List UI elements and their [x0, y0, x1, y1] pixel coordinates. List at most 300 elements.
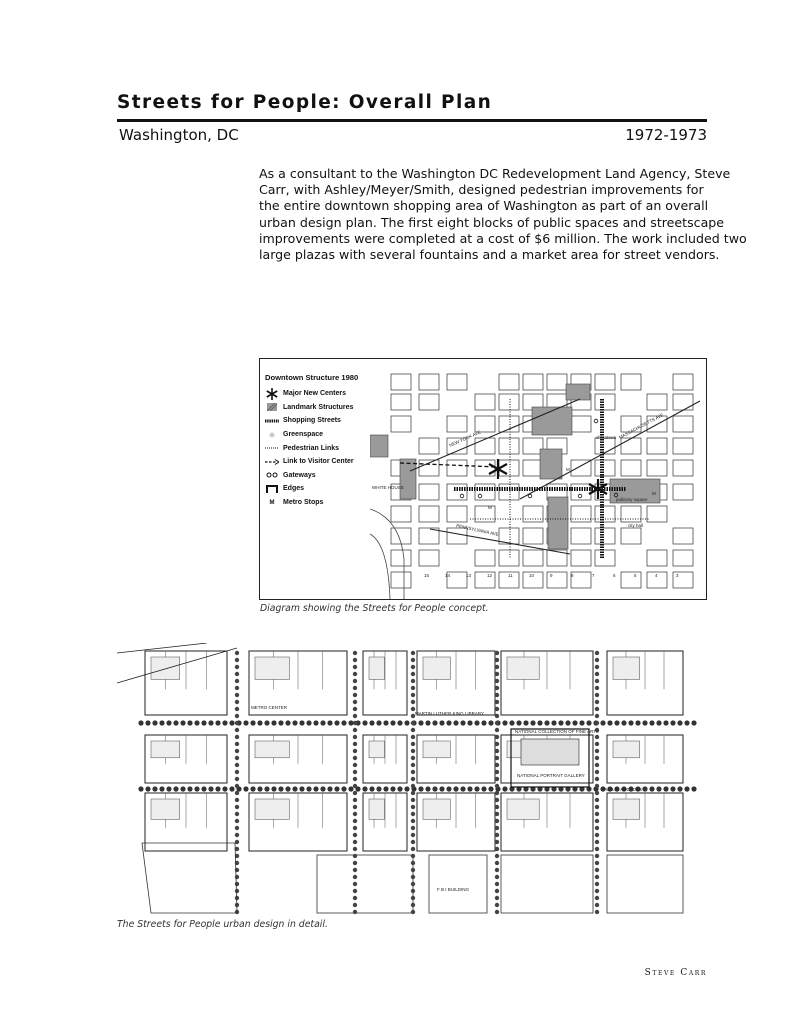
street-tree: [215, 720, 220, 725]
street-tree: [446, 786, 451, 791]
street-tree: [495, 651, 499, 655]
street-tree: [495, 889, 499, 893]
street-tree: [235, 812, 239, 816]
street-tree: [411, 833, 415, 837]
street-number: 5: [634, 573, 637, 578]
street-tree: [495, 791, 499, 795]
legend-label: Landmark Structures: [283, 403, 354, 411]
city-block: [621, 528, 641, 544]
urban-design-detail-plan: [117, 643, 707, 916]
city-block: [523, 550, 543, 566]
city-block: [647, 438, 667, 454]
street-tree: [488, 720, 493, 725]
street-tree: [595, 805, 599, 809]
street-tree: [353, 749, 357, 753]
street-tree: [595, 749, 599, 753]
street-tree: [353, 763, 357, 767]
downtown-structure-diagram: [259, 358, 707, 600]
street-tree: [299, 720, 304, 725]
plan-label-public-arcades: PUBLIC ARCADES: [603, 787, 643, 792]
street-number: 3: [676, 573, 679, 578]
city-block: [499, 374, 519, 390]
street-tree: [404, 720, 409, 725]
street-tree: [353, 896, 357, 900]
description-line: improvements were completed at a cost of $6 million. The work included two: [259, 230, 747, 246]
light-dot-icon: [265, 430, 279, 440]
legend-label: Edges: [283, 485, 305, 493]
street-tree: [235, 721, 239, 725]
street-tree: [353, 875, 357, 879]
street-tree: [502, 786, 507, 791]
street-tree: [595, 770, 599, 774]
map-label-chinatown: chinatown: [596, 435, 617, 440]
street-tree: [353, 742, 357, 746]
street-tree: [411, 805, 415, 809]
street-tree: [411, 882, 415, 886]
street-tree: [145, 786, 150, 791]
building-footprint: [613, 799, 640, 819]
street-tree: [334, 786, 339, 791]
street-tree: [138, 720, 143, 725]
street-tree: [320, 786, 325, 791]
street-tree: [390, 720, 395, 725]
street-tree: [495, 749, 499, 753]
street-tree: [495, 693, 499, 697]
courtyard-pattern: [521, 739, 579, 765]
city-block: [571, 506, 591, 522]
street-tree: [595, 903, 599, 907]
city-block: [647, 460, 667, 476]
street-tree: [595, 742, 599, 746]
city-block: [475, 484, 495, 500]
street-tree: [235, 693, 239, 697]
street-tree: [411, 875, 415, 879]
city-block: [595, 460, 615, 476]
legend-item: [265, 496, 373, 510]
street-tree: [250, 786, 255, 791]
legend-label: Metro Stops: [283, 499, 324, 507]
street-tree: [353, 812, 357, 816]
street-tree: [495, 847, 499, 851]
bracket-icon: [265, 484, 279, 494]
city-block: [447, 416, 467, 432]
street-tree: [353, 903, 357, 907]
street-tree: [353, 665, 357, 669]
street-tree: [235, 819, 239, 823]
city-block: [571, 572, 591, 588]
city-block: [447, 460, 467, 476]
city-block: [475, 550, 495, 566]
street-tree: [495, 728, 499, 732]
building-footprint: [151, 799, 180, 819]
street-tree: [411, 721, 415, 725]
street-tree: [595, 833, 599, 837]
double-circle-icon: [265, 470, 279, 480]
plan-label-fbi-building: F B I BUILDING: [437, 887, 470, 892]
street-tree: [595, 826, 599, 830]
street-tree: [285, 786, 290, 791]
street-tree: [642, 786, 647, 791]
street-tree: [656, 786, 661, 791]
street-tree: [595, 854, 599, 858]
street-tree: [235, 728, 239, 732]
street-tree: [353, 679, 357, 683]
legend-label: Shopping Streets: [283, 417, 341, 425]
street-tree: [551, 720, 556, 725]
street-tree: [222, 786, 227, 791]
city-block: [391, 550, 411, 566]
street-tree: [397, 720, 402, 725]
street-tree: [235, 791, 239, 795]
street-tree: [235, 749, 239, 753]
street-tree: [411, 728, 415, 732]
street-tree: [353, 784, 357, 788]
metro-stop-label: M: [652, 491, 656, 496]
street-number: 8: [571, 573, 574, 578]
street-tree: [495, 854, 499, 858]
legend-title: Downtown Structure 1980: [265, 373, 359, 382]
street-tree: [215, 786, 220, 791]
map-label-white-house: WHITE HOUSE: [372, 485, 404, 490]
street-tree: [411, 763, 415, 767]
dotted-line-icon: [265, 443, 279, 453]
description-line: As a consultant to the Washington DC Redevelopment Land Agency, Steve: [259, 166, 731, 181]
street-tree: [595, 665, 599, 669]
street-tree: [229, 786, 234, 791]
street-tree: [495, 658, 499, 662]
legend-label: Major New Centers: [283, 390, 347, 398]
street-tree: [348, 786, 353, 791]
plan-label-metro-center: METRO CENTER: [251, 705, 287, 710]
street-tree: [222, 720, 227, 725]
street-tree: [235, 875, 239, 879]
project-description: [259, 166, 747, 263]
street-tree: [411, 910, 415, 914]
legend-item: [265, 482, 373, 496]
street-tree: [235, 756, 239, 760]
street-tree: [235, 714, 239, 718]
street-tree: [595, 861, 599, 865]
street-tree: [411, 840, 415, 844]
street-tree: [411, 749, 415, 753]
street-tree: [495, 742, 499, 746]
street-tree: [595, 714, 599, 718]
page-title: Streets for People: Overall Plan: [117, 92, 493, 113]
street-tree: [257, 720, 262, 725]
building-footprint: [423, 741, 450, 758]
building-footprint: [613, 741, 640, 758]
description-line: large plazas with several fountains and a market area for street vendors.: [259, 247, 720, 263]
street-tree: [467, 786, 472, 791]
city-block: [391, 394, 411, 410]
street-tree: [495, 910, 499, 914]
street-tree: [404, 786, 409, 791]
building-footprint: [151, 741, 180, 758]
street-tree: [495, 777, 499, 781]
street-tree: [152, 786, 157, 791]
street-tree: [595, 819, 599, 823]
street-tree: [411, 868, 415, 872]
street-tree: [595, 679, 599, 683]
street-number: 13: [466, 573, 472, 578]
street-tree: [467, 720, 472, 725]
street-tree: [595, 707, 599, 711]
city-block: [595, 374, 615, 390]
street-tree: [474, 786, 479, 791]
street-tree: [383, 720, 388, 725]
street-tree: [362, 786, 367, 791]
map-label-pennsylvania-ave: PENNSYLVANIA AVE: [455, 523, 500, 537]
street-tree: [187, 786, 192, 791]
street-tree: [271, 786, 276, 791]
street-tree: [595, 693, 599, 697]
street-tree: [299, 786, 304, 791]
street-tree: [208, 720, 213, 725]
street-tree: [595, 735, 599, 739]
street-tree: [353, 791, 357, 795]
city-block: [475, 394, 495, 410]
street-tree: [495, 721, 499, 725]
detail-block: [607, 855, 683, 913]
street-tree: [235, 686, 239, 690]
street-tree: [187, 720, 192, 725]
author-footer: [645, 968, 707, 978]
street-tree: [173, 720, 178, 725]
street-tree: [474, 720, 479, 725]
street-tree: [600, 720, 605, 725]
street-tree: [572, 720, 577, 725]
street-tree: [411, 889, 415, 893]
street-tree: [235, 658, 239, 662]
street-tree: [313, 720, 318, 725]
legend-item: [265, 387, 373, 401]
city-block: [419, 374, 439, 390]
street-tree: [684, 720, 689, 725]
street-tree: [439, 720, 444, 725]
street-tree: [152, 720, 157, 725]
street-tree: [353, 861, 357, 865]
city-block: [499, 438, 519, 454]
street-tree: [353, 798, 357, 802]
street-tree: [353, 805, 357, 809]
street-tree: [353, 651, 357, 655]
street-tree: [439, 786, 444, 791]
street-tree: [411, 784, 415, 788]
street-tree: [353, 721, 357, 725]
street-tree: [235, 665, 239, 669]
building-footprint: [255, 657, 289, 679]
street-tree: [635, 720, 640, 725]
legend-label: Greenspace: [283, 431, 324, 439]
street-tree: [481, 720, 486, 725]
street-tree: [353, 840, 357, 844]
plan-label-portrait-gallery: NATIONAL PORTRAIT GALLERY: [517, 773, 585, 778]
street-tree: [235, 770, 239, 774]
street-tree: [642, 720, 647, 725]
street-tree: [530, 720, 535, 725]
street-tree: [595, 875, 599, 879]
street-tree: [257, 786, 262, 791]
street-tree: [432, 720, 437, 725]
street-tree: [353, 700, 357, 704]
street-tree: [677, 786, 682, 791]
building-footprint: [369, 799, 384, 819]
street-tree: [502, 720, 507, 725]
street-tree: [595, 672, 599, 676]
street-tree: [670, 786, 675, 791]
building-footprint: [369, 657, 384, 679]
street-tree: [411, 693, 415, 697]
street-tree: [595, 763, 599, 767]
street-tree: [235, 889, 239, 893]
street-number: 9: [550, 573, 553, 578]
street-tree: [411, 798, 415, 802]
street-tree: [595, 910, 599, 914]
street-tree: [418, 720, 423, 725]
street-tree: [495, 686, 499, 690]
street-tree: [271, 720, 276, 725]
street-tree: [353, 728, 357, 732]
street-tree: [383, 786, 388, 791]
street-tree: [621, 720, 626, 725]
city-block: [647, 506, 667, 522]
city-block: [475, 506, 495, 522]
lower-left-parcel: [142, 843, 237, 913]
city-block: [391, 374, 411, 390]
street-tree: [235, 882, 239, 886]
street-tree: [595, 889, 599, 893]
street-tree: [292, 720, 297, 725]
city-block: [673, 550, 693, 566]
legend-item: [265, 469, 373, 483]
white-house-grounds: [370, 509, 404, 599]
street-tree: [595, 868, 599, 872]
street-number: 4: [655, 573, 658, 578]
street-tree: [235, 833, 239, 837]
legend-label: Link to Visitor Center: [283, 458, 354, 466]
street-tree: [495, 882, 499, 886]
street-tree: [509, 720, 514, 725]
street-tree: [138, 786, 143, 791]
city-block: [391, 506, 411, 522]
figure-caption: Diagram showing the Streets for People concept.: [260, 603, 489, 614]
hatched-square-icon: [265, 402, 279, 412]
street-tree: [495, 868, 499, 872]
city-block: [673, 416, 693, 432]
street-tree: [313, 786, 318, 791]
street-tree: [628, 720, 633, 725]
city-block: [523, 374, 543, 390]
street-tree: [201, 720, 206, 725]
street-tree: [411, 686, 415, 690]
street-tree: [516, 720, 521, 725]
figure-caption: The Streets for People urban design in detail.: [117, 919, 328, 930]
building-footprint: [507, 799, 539, 819]
city-block: [447, 484, 467, 500]
street-tree: [235, 777, 239, 781]
street-tree: [411, 742, 415, 746]
street-tree: [411, 665, 415, 669]
street-tree: [495, 770, 499, 774]
street-tree: [656, 720, 661, 725]
street-tree: [691, 786, 696, 791]
street-tree: [425, 720, 430, 725]
street-tree: [320, 720, 325, 725]
street-tree: [481, 786, 486, 791]
street-tree: [411, 819, 415, 823]
street-tree: [411, 700, 415, 704]
city-block: [571, 416, 591, 432]
street-tree: [159, 720, 164, 725]
street-tree: [649, 720, 654, 725]
city-block: [647, 394, 667, 410]
street-tree: [411, 812, 415, 816]
street-tree: [453, 720, 458, 725]
legend-item: [265, 428, 373, 442]
title-rule: [117, 119, 707, 122]
street-tree: [663, 720, 668, 725]
street-tree: [292, 786, 297, 791]
legend-item: [265, 455, 373, 469]
street-tree: [495, 805, 499, 809]
city-block: [547, 374, 567, 390]
street-number: 10: [529, 573, 535, 578]
street-tree: [411, 826, 415, 830]
detail-blocks: [145, 651, 683, 913]
street-tree: [341, 720, 346, 725]
building-footprint: [151, 657, 180, 679]
street-tree: [495, 665, 499, 669]
city-block: [419, 506, 439, 522]
letter-m-icon: M: [269, 499, 275, 506]
street-tree: [495, 756, 499, 760]
downtown-street-map: [370, 359, 706, 599]
city-block: [571, 528, 591, 544]
landmark-structures: [370, 384, 660, 549]
city-block: [673, 394, 693, 410]
street-tree: [595, 847, 599, 851]
street-tree: [173, 786, 178, 791]
street-number: 7: [592, 573, 595, 578]
street-tree: [353, 707, 357, 711]
street-tree: [235, 672, 239, 676]
dashed-arrow-icon: [265, 457, 279, 467]
street-tree: [411, 903, 415, 907]
plan-label-mlk-library: MARTIN LUTHER KING LIBRARY: [415, 711, 485, 716]
street-tree: [460, 720, 465, 725]
street-tree: [565, 720, 570, 725]
street-tree: [243, 720, 248, 725]
detail-block: [429, 855, 487, 913]
street-tree: [595, 651, 599, 655]
street-tree: [334, 720, 339, 725]
city-block: [419, 394, 439, 410]
plan-label-national-collection: NATIONAL COLLECTION OF FINE ARTS: [515, 729, 599, 734]
street-tree: [411, 658, 415, 662]
street-tree: [595, 721, 599, 725]
city-block: [621, 572, 641, 588]
street-tree: [488, 786, 493, 791]
street-tree: [595, 812, 599, 816]
street-tree: [194, 720, 199, 725]
legend-item: [265, 441, 373, 455]
street-tree: [327, 720, 332, 725]
street-number: 14: [445, 573, 451, 578]
street-tree: [495, 875, 499, 879]
street-tree: [495, 707, 499, 711]
street-tree: [235, 826, 239, 830]
street-tree: [353, 819, 357, 823]
